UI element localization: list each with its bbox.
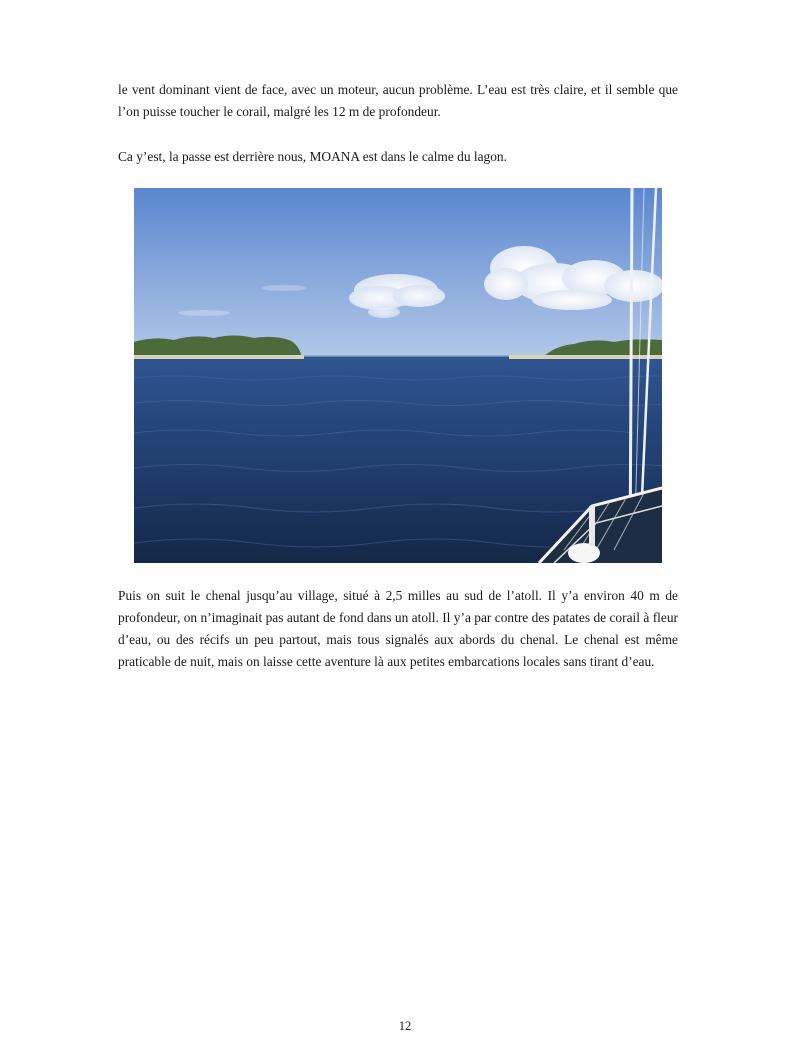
lagoon-photo <box>134 188 662 563</box>
paragraph-channel: Puis on suit le chenal jusqu’au village, situé à 2,5 milles au sud de l’atoll. Il y’a environ 40 m de profondeur, on n’imaginait pas autant de fond dans un atoll. Il y’a par contre des patates de corail à fleur d’eau, ou des récifs un peu partout, mais tous signalés aux abords du chenal. Le chenal est même praticable de nuit, mais on laisse cette aventure là aux petites embarcations locales sans tirant d’eau. <box>118 588 678 669</box>
paragraph-lagoon: Ca y’est, la passe est derrière nous, MOANA est dans le calme du lagon. <box>118 149 507 164</box>
page-number: 12 <box>398 1019 412 1033</box>
paragraph-intro: le vent dominant vient de face, avec un moteur, aucun problème. L’eau est très claire, et il semble que l’on puisse toucher le corail, malgré les 12 m de profondeur. <box>118 82 678 119</box>
island-left <box>134 336 304 360</box>
